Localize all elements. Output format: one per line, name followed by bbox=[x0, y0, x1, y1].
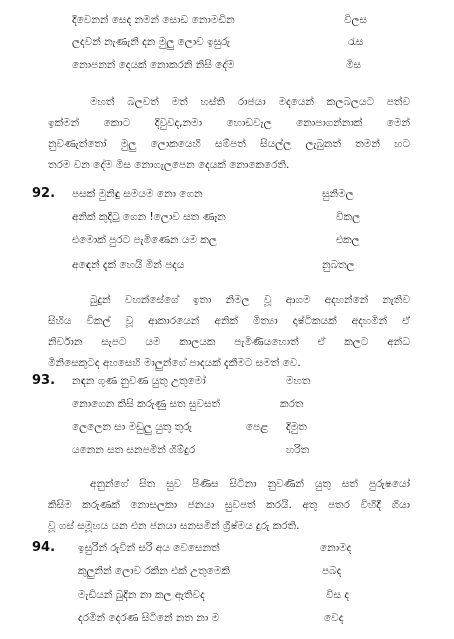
paragraph-line: බුදුන් වහන්සේගේ ඉතා නිමල වූ ආගම අදහන්නේ නැතිව bbox=[90, 294, 410, 306]
verse-end-word: නොමද bbox=[320, 542, 352, 554]
verse-line bbox=[0, 370, 454, 392]
verse-number: 93. bbox=[32, 373, 56, 388]
verse-number: 92. bbox=[32, 186, 56, 201]
verse-end-word: වෙද bbox=[324, 612, 344, 624]
paragraph-line: මහත් බලවත් මත් හස්ති රාජයා මදයෙන් කලබලයට පත්ව bbox=[90, 96, 410, 108]
paragraph-line: කිසිම කරුණක් නොසලකා ජනයා සුවපත් කරයි. අතු පතර විහිදී ගියා bbox=[48, 499, 410, 511]
verse-line bbox=[0, 183, 454, 205]
paragraph-line: අනුන්ගේ සිත සුව පිණිස සිටිනා නුවණින් යුතු සත් පුරුෂයෝ bbox=[90, 478, 410, 490]
verse-line bbox=[0, 9, 454, 31]
verse-line bbox=[0, 416, 454, 438]
verse-text: අඳෙන් දැක් හෙයි මින් පදය bbox=[72, 259, 185, 271]
verse-text: පසක් මුනිඳු සමයම නො ගෙන bbox=[72, 188, 203, 200]
verse-end-word: විලස bbox=[344, 14, 368, 26]
verse-text: නොපනන් දෙයක් නොකරනි නිසි දේම bbox=[72, 59, 235, 71]
verse-end-word: විකල bbox=[336, 211, 361, 223]
verse-line bbox=[0, 439, 454, 461]
verse-text: නොගෙන කිසි කරුණු සත සුවසත් bbox=[72, 398, 221, 410]
verse-end-word: දිමුත bbox=[286, 421, 307, 433]
verse-text: නඳන ගුණ නුවණ යුතු උතුමෝ bbox=[72, 375, 206, 387]
verse-end-word: පබද bbox=[322, 565, 342, 577]
prose-paragraph bbox=[48, 474, 410, 537]
verse-text: දිවෙනන් සෙද නමන් සොඩ නොමඩින bbox=[72, 14, 235, 26]
verse-end-word: විස ද bbox=[326, 589, 350, 601]
verse-end-word: මහත bbox=[286, 375, 311, 387]
verse-text: ලෙලෙන සා මඩුලු යුතු තුරු bbox=[72, 421, 192, 433]
verse-end-word: මිස bbox=[346, 59, 362, 71]
verse-end-word: සුනිමල bbox=[322, 188, 354, 200]
verse-end-word: කරත bbox=[280, 398, 304, 410]
verse-line bbox=[0, 537, 454, 559]
verse-line bbox=[0, 31, 454, 53]
prose-paragraph bbox=[48, 290, 410, 374]
verse-line bbox=[0, 393, 454, 415]
paragraph-line: මිනිසෙකුටද අහසෙහි මාලුන්ගේ පාදයක් දැකීමට සමත් වෙ. bbox=[48, 357, 301, 369]
verse-number: 94. bbox=[32, 540, 56, 555]
verse-end-word: එකල bbox=[336, 234, 360, 246]
verse-text: අනික් කුදිටු ගෙන !ලොව සත ණෑන bbox=[72, 211, 226, 223]
paragraph-line: වූ ගස් සමූහය යන එන ජනයා සනසමින් ග්‍රීෂ්මය දුරු කරති. bbox=[48, 520, 300, 532]
verse-line bbox=[0, 584, 454, 606]
verse-line bbox=[0, 54, 454, 76]
verse-line bbox=[0, 206, 454, 228]
verse-line bbox=[0, 254, 454, 276]
verse-text: කුලුනින් ලොව රකින එක් උතුමෙකි bbox=[78, 565, 230, 577]
verse-text: යනෙන සත සනපමින් ගිම්දුර bbox=[72, 444, 196, 456]
verse-line bbox=[0, 560, 454, 582]
verse-line bbox=[0, 607, 454, 629]
verse-text: මැඩියන් බුදින නා කල ඇතිවද bbox=[78, 589, 205, 601]
paragraph-line: ඉක්මන් කොට දිවුවද,නමා හොඩවැල නොපාගන්නාක් මෙන් bbox=[48, 117, 410, 129]
paragraph-line: තරම වන දේම මිස නොගැලපෙන දෙයක් නොකෙරෙති. bbox=[48, 159, 290, 171]
verse-end-word: රැස bbox=[348, 36, 364, 48]
prose-paragraph bbox=[48, 92, 410, 176]
verse-end-word: හරිත bbox=[286, 444, 310, 456]
verse-text: දරමින් දෙරණ සිටිනේ නත නා ම bbox=[78, 612, 220, 624]
verse-mid-word: පෙළ bbox=[246, 421, 269, 433]
verse-end-word: නුබතල bbox=[322, 259, 355, 271]
paragraph-line: නිර්වාන සැපට යම කාලයක පැමිණියහොත් ඒ කලට අන්ධ bbox=[48, 336, 410, 348]
paragraph-line: නුවණැත්තෝ මුලු ලොකයෙහි සම්පත් සියල්ල ලැබුනත් තමන් හට bbox=[48, 138, 410, 150]
verse-text: ඉසුරින් රුවින් සරි අය වෙසෙනත් bbox=[78, 542, 220, 554]
paragraph-line: සිහිය විකල් වූ ආකාරයෙන් අනික් මිත්‍යා දෘෂ්ටිකයක් අදහමින් ඒ bbox=[48, 315, 410, 327]
verse-text: එමොක් පුරට පැමිණෙන යම කල bbox=[72, 234, 217, 246]
verse-line bbox=[0, 229, 454, 251]
verse-text: ලදවන් නැණැනි දන මුලු ලොව ඉසුරු bbox=[72, 36, 230, 48]
